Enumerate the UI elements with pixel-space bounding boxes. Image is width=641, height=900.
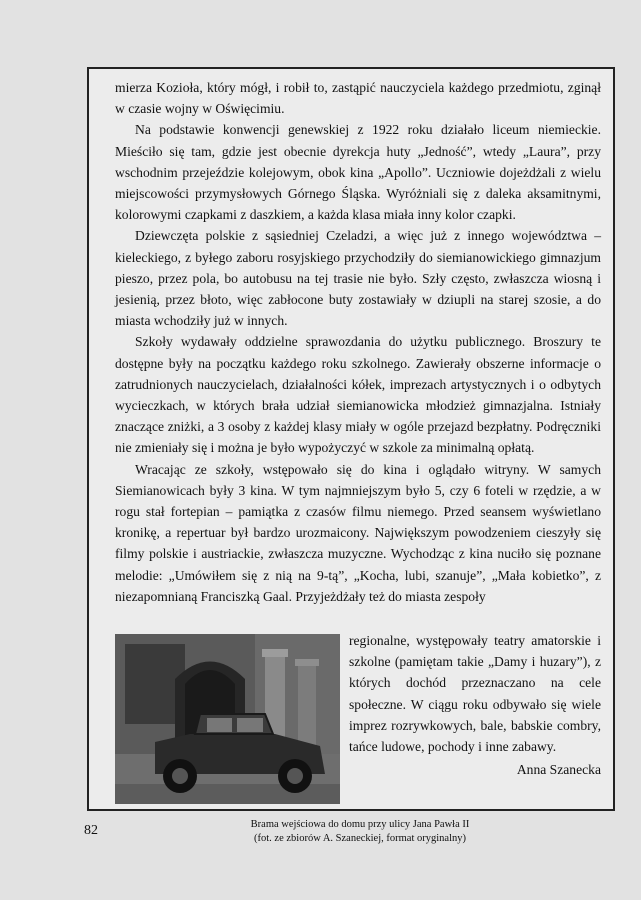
paragraph: regionalne, występowały teatry amatorskie i szkolne (pamiętam takie „Damy i huzary”), z których dochód przeznaczano na cele społeczne. W ciągu roku odbywało się wiele imprez rozrywkowych, bale, babskie combry, tańce ludowe, pochody i inne zabawy. bbox=[349, 633, 601, 755]
paragraph: mierza Kozioła, który mógł, i robił to, zastąpić nauczyciela każdego przedmiotu, zginął w czasie wojny w Oświęcimiu. bbox=[115, 80, 601, 117]
caption-line: (fot. ze zbiorów A. Szaneckiej, format oryginalny) bbox=[254, 833, 466, 844]
page-number: 82 bbox=[84, 823, 98, 838]
photo-gate-with-car bbox=[115, 634, 340, 804]
text-frame bbox=[87, 67, 615, 811]
wrapped-text bbox=[349, 630, 601, 780]
paragraph: Dziewczęta polskie z sąsiedniej Czeladzi, a więc już z innego województwa – kieleckiego, z byłego zaboru rosyjskiego przychodziły do siemianowickiego gimnazjum pieszo, przez pola, bo autobusu na tej trasie nie było. Szły często, zwłaszcza wiosną i jesienią, przez błoto, więc zabłocone buty zostawiały w dziupli na starej szosie, a do miasta wchodziły już w innych. bbox=[115, 228, 601, 329]
photo-caption bbox=[200, 818, 520, 846]
photo bbox=[115, 634, 340, 804]
paragraph: Szkoły wydawały oddzielne sprawozdania do użytku publicznego. Broszury te dostępne były na początku każdego roku szkolnego. Zawierały obszerne informacje o zatrudnionych nauczycielach, działalności kółek, imprezach artystycznych i o odbytych wycieczkach, w których brała udział siemianowicka młodzież gimnazjalna. Istniały znaczące zniżki, a 3 osoby z każdej klasy miały w ogóle przejazd bezpłatny. Podręczniki nie zmieniały się i można je było wypożyczyć w szkole za minimalną opłatą. bbox=[115, 334, 601, 456]
author-signature: Anna Szanecka bbox=[516, 762, 601, 778]
paragraph: Wracając ze szkoły, wstępowało się do kina i oglądało witryny. W samych Siemianowicach były 3 kina. W tym najmniejszym było 5, czy 6 foteli w rzędzie, a w rogu stał fortepian – pamiątka z czasów filmu niemego. Przed seansem wyświetlano kronikę, a repertuar był bardzo urozmaicony. Największym powodzeniem cieszyły się filmy polskie i austriackie, zwłaszcza muzyczne. Wychodząc z kina nuciło się poznane melodie: „Umówiłem się z nią na 9-tą”, „Kocha, lubi, szanuje”, „Mała kobietko”, z niezapomnianą Franciszką Gaal. Przyjeżdżały też do miasta zespoły bbox=[115, 461, 601, 604]
caption-line: Brama wejściowa do domu przy ulicy Jana Pawła II bbox=[250, 819, 470, 830]
article-body bbox=[115, 77, 601, 607]
paragraph: Na podstawie konwencji genewskiej z 1922 roku działało liceum niemieckie. Mieściło się tam, gdzie jest obecnie dyrekcja huty „Jedność”, wtedy „Laura”, przy wschodnim przejeździe kolejowym, obok kina „Apollo”. Uczniowie dojeżdżali z wielu miejscowości przymysłowych Górnego Śląska. Wyróżniali się z daleka aksamitnymi, kolorowymi czapkami z daszkiem, a każda klasa miała inny kolor czapki. bbox=[115, 122, 601, 223]
